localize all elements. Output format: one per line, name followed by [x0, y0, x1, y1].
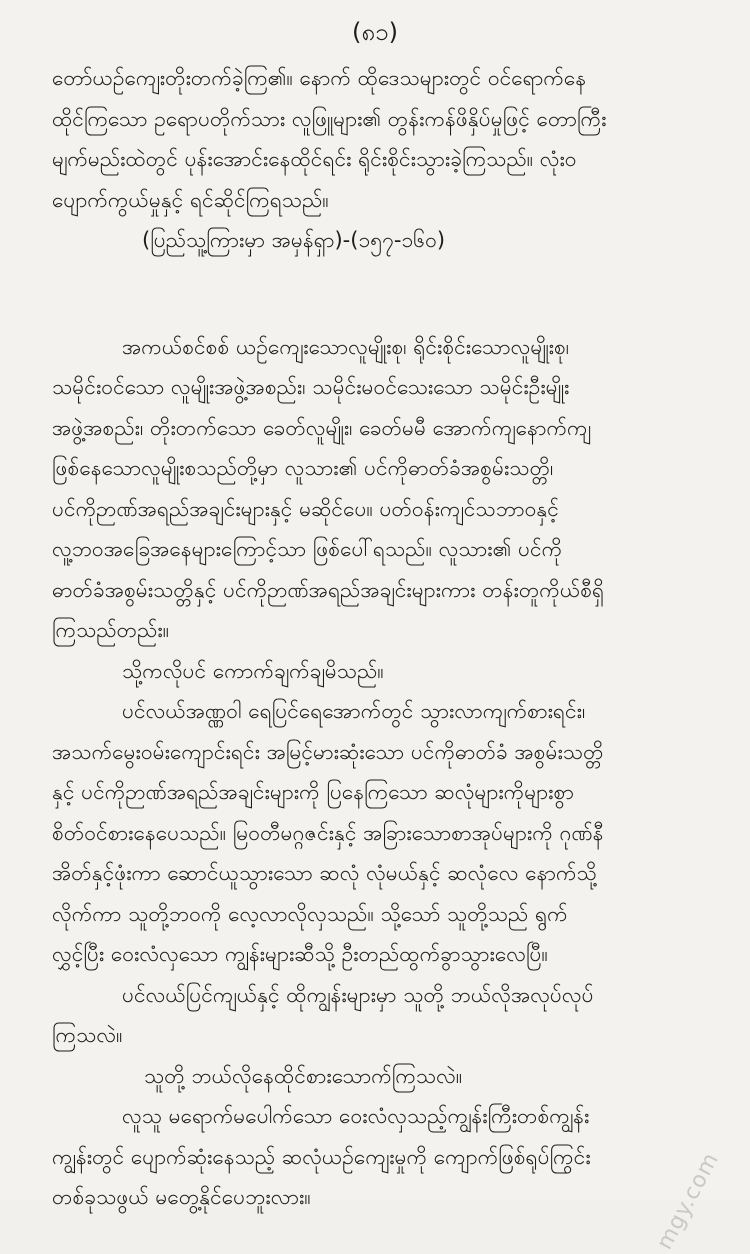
text-line: သို့ကလိုပင် ကောက်ချက်ချမိသည်။ — [122, 658, 384, 683]
text-line: ပင်ကိုဉာဏ်အရည်အချင်းများနှင့် မဆိုင်ပေ။ ပတ်ဝန်းကျင်သဘာဝနှင့် — [52, 496, 559, 521]
text-line: ကြသလဲ။ — [52, 1023, 123, 1047]
text-line: အဖွဲ့အစည်း၊ တိုးတက်သော ခေတ်လူမျိုး၊ ခေတ်မမီ အောက်ကျနောက်ကျ — [52, 415, 591, 440]
text-line: ပင်လယ်ပြင်ကျယ်နှင့် ထိုကျွန်းများမှာ သူတို့ ဘယ်လိုအလုပ်လုပ် — [122, 982, 594, 1007]
paragraph-6 — [52, 1056, 702, 1097]
text-line: လူ့ဘဝအခြေအနေများကြောင့်သာ ဖြစ်ပေါ်ရသည်။ လူသား၏ ပင်ကို — [52, 537, 563, 561]
paragraph-2 — [52, 327, 702, 651]
body-text — [52, 58, 702, 1218]
text-line: မျက်မည်းထဲတွင် ပုန်းအောင်းနေထိုင်ရင်း ရိုင်းစိုင်းသွားခဲ့ကြသည်။ လုံးဝ — [52, 147, 577, 171]
text-line: ပျောက်ကွယ်မှုနှင့် ရင်ဆိုင်ကြရသည်။ — [52, 187, 329, 212]
text-line: လိုက်ကာ သူတို့ဘဝကို လေ့လာလိုလှသည်။ သို့သော် သူတို့သည် ရွက် — [52, 901, 568, 926]
text-line: လူသူ မရောက်မပေါက်သော ဝေးလံလှသည့်ကျွန်းကြီးတစ်ကျွန်း — [122, 1104, 590, 1128]
paragraph-1 — [52, 58, 702, 220]
paragraph-3 — [52, 651, 702, 692]
citation-line: (ပြည်သူ့ကြားမှာ အမှန်ရှာ)-(၁၅၇-၁၆၀) — [142, 228, 446, 252]
text-line: အိတ်နှင့်ဖုံးကာ ဆောင်ယူသွားသော ဆလုံ လုံမယ်နှင့် ဆလုံလေ နောက်သို့ — [52, 861, 597, 885]
text-line: အသက်မွေးဝမ်းကျောင်းရင်း အမြင့်မားဆုံးသော ပင်ကိုဓာတ်ခံ အစွမ်းသတ္တိ — [52, 739, 604, 764]
text-line: အကယ်စင်စစ် ယဉ်ကျေးသောလူမျိုးစု၊ ရိုင်းစိုင်းသောလူမျိုးစု၊ — [122, 334, 570, 359]
paragraph-5 — [52, 975, 702, 1056]
text-line: ပင်လယ်အဏ္ဏဝါ ရေပြင်ရေအောက်တွင် သွားလာကျက်စားရင်း၊ — [122, 699, 586, 723]
text-line: ကြသည်တည်း။ — [52, 618, 170, 642]
text-line: သူတို့ ဘယ်လိုနေထိုင်စားသောက်ကြသလဲ။ — [144, 1063, 463, 1088]
text-line: လွှင့်ပြီး ဝေးလံလှသော ကျွန်းများဆီသို့ ဦးတည်ထွက်ခွာသွားလေပြီ။ — [52, 942, 548, 966]
text-line: နှင့် ပင်ကိုဉာဏ်အရည်အချင်းများကို ပြနေကြသော ဆလုံများကိုများစွာ — [52, 780, 574, 804]
text-line: ထိုင်ကြသော ဥရောပတိုက်သား လူဖြူများ၏ တွန်းကန်ဖိနှိပ်မှုဖြင့် တောကြီး — [52, 106, 607, 131]
text-line: ဓာတ်ခံအစွမ်းသတ္တိနှင့် ပင်ကိုဉာဏ်အရည်အချင်းများကား တန်းတူကိုယ်စီရှိ — [52, 577, 605, 602]
text-line: တော်ယဉ်ကျေးတိုးတက်ခဲ့ကြ၏။ နောက် ထိုဒေသများတွင် ဝင်ရောက်နေ — [52, 66, 587, 90]
text-line: စိတ်ဝင်စားနေပေသည်။ မြဝတီမဂ္ဂဇင်းနှင့် အခြားသောစာအုပ်များကို ဂုဏ်နီ — [52, 820, 604, 845]
section-gap — [52, 261, 702, 327]
page-number: (၈၁) — [352, 18, 398, 46]
text-line: သမိုင်းဝင်သော လူမျိုးအဖွဲ့အစည်း၊ သမိုင်းမဝင်သေးသော သမိုင်းဦးမျိုး — [52, 375, 570, 399]
paragraph-4 — [52, 691, 702, 975]
text-line: တစ်ခုသဖွယ် မတွေ့နိုင်ပေဘူးလား။ — [52, 1185, 311, 1209]
text-line: ဖြစ်နေသောလူမျိုးစသည်တို့မှာ လူသား၏ ပင်ကိုဓာတ်ခံအစွမ်းသတ္တိ၊ — [52, 456, 554, 480]
watermark: mgy.com — [652, 1148, 724, 1254]
citation — [52, 220, 702, 261]
text-line: ကျွန်းတွင် ပျောက်ဆုံးနေသည့် ဆလုံယဉ်ကျေးမှုကို ကျောက်ဖြစ်ရုပ်ကြွင်း — [52, 1144, 591, 1169]
paragraph-7 — [52, 1096, 702, 1218]
